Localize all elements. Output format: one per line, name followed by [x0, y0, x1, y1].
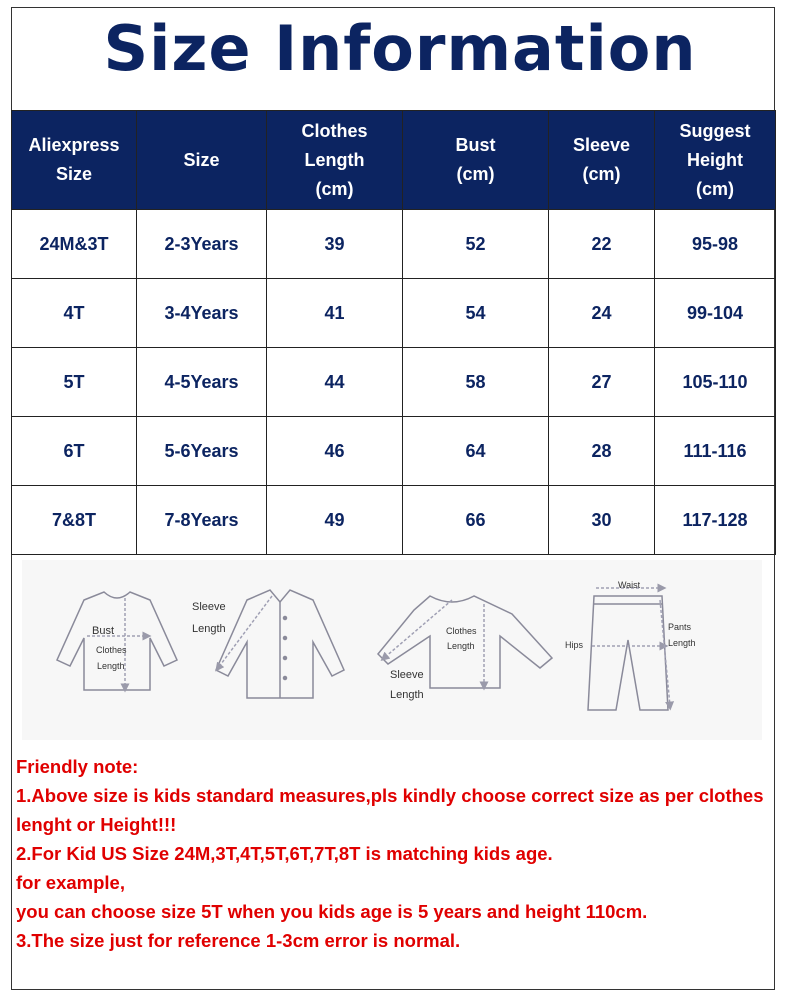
page-title: Size Information	[103, 12, 697, 85]
table-cell: 7-8Years	[137, 486, 267, 555]
table-row	[12, 210, 776, 279]
bust-label: Bust	[92, 625, 115, 637]
note-line: 1.Above size is kids standard measures,pls kindly choose correct size as per clothes lenght or Height!!!	[16, 785, 764, 835]
table-cell: 95-98	[655, 210, 776, 279]
header-suggest-height: Suggest Height (cm)	[655, 111, 776, 210]
pants-label: Pants	[668, 622, 692, 632]
table-row	[12, 348, 776, 417]
table-cell: 46	[267, 417, 403, 486]
table-cell: 22	[549, 210, 655, 279]
size-table	[11, 110, 776, 555]
header-size: Size	[137, 111, 267, 210]
table-header-row	[12, 111, 776, 210]
table-cell: 7&8T	[12, 486, 137, 555]
table-cell: 54	[403, 279, 549, 348]
table-cell: 4T	[12, 279, 137, 348]
friendly-note	[16, 752, 772, 955]
raglan-sleeve-label: Sleeve	[390, 669, 424, 681]
raglan-length-label: Length	[447, 641, 475, 651]
pants-length-label: Length	[668, 638, 696, 648]
table-cell: 99-104	[655, 279, 776, 348]
table-row	[12, 486, 776, 555]
note-heading: Friendly note:	[16, 756, 139, 777]
header-aliexpress-size: Aliexpress Size	[12, 111, 137, 210]
table-cell: 117-128	[655, 486, 776, 555]
note-line: 3.The size just for reference 1-3cm error is normal.	[16, 930, 461, 951]
table-cell: 2-3Years	[137, 210, 267, 279]
table-cell: 39	[267, 210, 403, 279]
note-line: you can choose size 5T when you kids age is 5 years and height 110cm.	[16, 901, 648, 922]
table-cell: 28	[549, 417, 655, 486]
note-line: for example,	[16, 872, 125, 893]
table-cell: 30	[549, 486, 655, 555]
note-line: 2.For Kid US Size 24M,3T,4T,5T,6T,7T,8T is matching kids age.	[16, 843, 553, 864]
measurement-diagrams	[22, 560, 762, 740]
diagram-background	[22, 560, 762, 740]
sleeve-label: Sleeve	[192, 601, 226, 613]
table-cell: 111-116	[655, 417, 776, 486]
waist-label: Waist	[618, 580, 641, 590]
table-cell: 52	[403, 210, 549, 279]
hips-label: Hips	[565, 640, 584, 650]
table-cell: 5-6Years	[137, 417, 267, 486]
table-cell: 41	[267, 279, 403, 348]
raglan-sleeve-length-label: Length	[390, 689, 424, 701]
table-cell: 24	[549, 279, 655, 348]
header-sleeve: Sleeve (cm)	[549, 111, 655, 210]
table-cell: 44	[267, 348, 403, 417]
table-cell: 49	[267, 486, 403, 555]
table-cell: 58	[403, 348, 549, 417]
sleeve-length-label: Length	[192, 623, 226, 635]
table-cell: 5T	[12, 348, 137, 417]
table-row	[12, 279, 776, 348]
table-cell: 3-4Years	[137, 279, 267, 348]
table-cell: 4-5Years	[137, 348, 267, 417]
table-cell: 27	[549, 348, 655, 417]
table-cell: 24M&3T	[12, 210, 137, 279]
clothes-label: Clothes	[96, 645, 127, 655]
garment-illustrations	[22, 560, 762, 740]
raglan-clothes-label: Clothes	[446, 626, 477, 636]
header-clothes-length: Clothes Length (cm)	[267, 111, 403, 210]
header-bust: Bust (cm)	[403, 111, 549, 210]
table-cell: 64	[403, 417, 549, 486]
table-cell: 105-110	[655, 348, 776, 417]
table-cell: 66	[403, 486, 549, 555]
length-label: Length	[97, 661, 125, 671]
table-cell: 6T	[12, 417, 137, 486]
table-row	[12, 417, 776, 486]
